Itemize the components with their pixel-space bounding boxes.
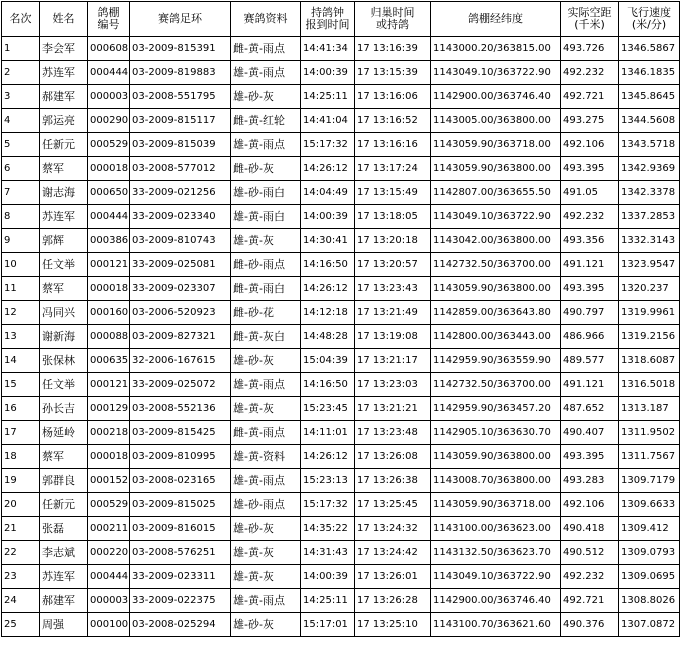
name-cell: 周强 bbox=[40, 613, 88, 637]
pigeon-info-cell: 雌-黄-灰白 bbox=[231, 325, 301, 349]
rank-cell: 20 bbox=[2, 493, 40, 517]
clock-time-cell: 14:41:04 bbox=[301, 109, 355, 133]
name-cell: 苏连军 bbox=[40, 565, 88, 589]
table-row bbox=[2, 133, 680, 157]
results-table bbox=[1, 1, 680, 637]
ring-cell: 03-2009-815425 bbox=[130, 421, 231, 445]
distance-cell: 491.121 bbox=[561, 373, 619, 397]
coordinates-cell: 1142900.00/363746.40 bbox=[431, 85, 561, 109]
name-cell: 杨延岭 bbox=[40, 421, 88, 445]
table-row bbox=[2, 157, 680, 181]
distance-cell: 490.512 bbox=[561, 541, 619, 565]
clock-time-cell: 14:00:39 bbox=[301, 565, 355, 589]
header-name: 姓名 bbox=[40, 2, 88, 37]
distance-cell: 491.05 bbox=[561, 181, 619, 205]
distance-cell: 490.407 bbox=[561, 421, 619, 445]
distance-cell: 492.232 bbox=[561, 205, 619, 229]
name-cell: 蔡军 bbox=[40, 277, 88, 301]
distance-cell: 492.721 bbox=[561, 85, 619, 109]
rank-cell: 3 bbox=[2, 85, 40, 109]
return-time-cell: 17 13:21:21 bbox=[355, 397, 431, 421]
pigeon-info-cell: 雄-黄-雨点 bbox=[231, 469, 301, 493]
rank-cell: 5 bbox=[2, 133, 40, 157]
return-time-cell: 17 13:23:03 bbox=[355, 373, 431, 397]
speed-cell: 1311.7567 bbox=[619, 445, 680, 469]
ring-cell: 03-2008-576251 bbox=[130, 541, 231, 565]
table-row bbox=[2, 277, 680, 301]
loft-id-cell: 000386 bbox=[88, 229, 130, 253]
pigeon-info-cell: 雌-黄-红轮 bbox=[231, 109, 301, 133]
speed-cell: 1309.0793 bbox=[619, 541, 680, 565]
loft-id-cell: 000003 bbox=[88, 589, 130, 613]
table-row bbox=[2, 205, 680, 229]
table-row bbox=[2, 565, 680, 589]
table-row bbox=[2, 253, 680, 277]
clock-time-cell: 14:26:12 bbox=[301, 445, 355, 469]
return-time-cell: 17 13:15:39 bbox=[355, 61, 431, 85]
pigeon-info-cell: 雄-黄-灰 bbox=[231, 229, 301, 253]
pigeon-info-cell: 雄-黄-雨点 bbox=[231, 589, 301, 613]
ring-cell: 33-2009-025072 bbox=[130, 373, 231, 397]
loft-id-cell: 000121 bbox=[88, 253, 130, 277]
name-cell: 张保林 bbox=[40, 349, 88, 373]
rank-cell: 21 bbox=[2, 517, 40, 541]
distance-cell: 492.232 bbox=[561, 565, 619, 589]
coordinates-cell: 1142959.90/363457.20 bbox=[431, 397, 561, 421]
return-time-cell: 17 13:24:42 bbox=[355, 541, 431, 565]
pigeon-info-cell: 雌-黄-雨点 bbox=[231, 37, 301, 61]
ring-cell: 03-2009-810743 bbox=[130, 229, 231, 253]
return-time-cell: 17 13:20:18 bbox=[355, 229, 431, 253]
clock-time-cell: 14:41:34 bbox=[301, 37, 355, 61]
ring-cell: 33-2009-023340 bbox=[130, 205, 231, 229]
coordinates-cell: 1143000.20/363815.00 bbox=[431, 37, 561, 61]
name-cell: 蔡军 bbox=[40, 445, 88, 469]
speed-cell: 1342.9369 bbox=[619, 157, 680, 181]
return-time-cell: 17 13:25:10 bbox=[355, 613, 431, 637]
rank-cell: 7 bbox=[2, 181, 40, 205]
loft-id-cell: 000003 bbox=[88, 85, 130, 109]
loft-id-cell: 000444 bbox=[88, 61, 130, 85]
name-cell: 冯同兴 bbox=[40, 301, 88, 325]
pigeon-info-cell: 雄-黄-资料 bbox=[231, 445, 301, 469]
speed-cell: 1316.5018 bbox=[619, 373, 680, 397]
loft-id-cell: 000529 bbox=[88, 493, 130, 517]
rank-cell: 22 bbox=[2, 541, 40, 565]
pigeon-info-cell: 雌-黄-雨点 bbox=[231, 421, 301, 445]
clock-time-cell: 15:17:32 bbox=[301, 133, 355, 157]
distance-cell: 492.106 bbox=[561, 133, 619, 157]
name-cell: 谢志海 bbox=[40, 181, 88, 205]
distance-cell: 493.283 bbox=[561, 469, 619, 493]
rank-cell: 25 bbox=[2, 613, 40, 637]
table-row bbox=[2, 397, 680, 421]
return-time-cell: 17 13:19:08 bbox=[355, 325, 431, 349]
ring-cell: 03-2008-023165 bbox=[130, 469, 231, 493]
name-cell: 郭运亮 bbox=[40, 109, 88, 133]
table-header bbox=[2, 2, 680, 37]
coordinates-cell: 1142732.50/363700.00 bbox=[431, 253, 561, 277]
rank-cell: 15 bbox=[2, 373, 40, 397]
coordinates-cell: 1142859.00/363643.80 bbox=[431, 301, 561, 325]
loft-id-cell: 000018 bbox=[88, 157, 130, 181]
table-row bbox=[2, 493, 680, 517]
ring-cell: 03-2008-025294 bbox=[130, 613, 231, 637]
coordinates-cell: 1142959.90/363559.90 bbox=[431, 349, 561, 373]
clock-time-cell: 14:12:18 bbox=[301, 301, 355, 325]
return-time-cell: 17 13:23:43 bbox=[355, 277, 431, 301]
speed-cell: 1309.6633 bbox=[619, 493, 680, 517]
pigeon-info-cell: 雌-砂-花 bbox=[231, 301, 301, 325]
name-cell: 任文举 bbox=[40, 253, 88, 277]
rank-cell: 10 bbox=[2, 253, 40, 277]
header-rank: 名次 bbox=[2, 2, 40, 37]
speed-cell: 1309.412 bbox=[619, 517, 680, 541]
pigeon-info-cell: 雄-砂-灰 bbox=[231, 349, 301, 373]
return-time-cell: 17 13:18:05 bbox=[355, 205, 431, 229]
distance-cell: 493.395 bbox=[561, 445, 619, 469]
header-coordinates: 鸽棚经纬度 bbox=[431, 2, 561, 37]
speed-cell: 1320.237 bbox=[619, 277, 680, 301]
rank-cell: 9 bbox=[2, 229, 40, 253]
pigeon-info-cell: 雄-砂-雨白 bbox=[231, 181, 301, 205]
speed-cell: 1332.3143 bbox=[619, 229, 680, 253]
clock-time-cell: 14:26:12 bbox=[301, 157, 355, 181]
rank-cell: 11 bbox=[2, 277, 40, 301]
table-row bbox=[2, 541, 680, 565]
rank-cell: 1 bbox=[2, 37, 40, 61]
speed-cell: 1344.5608 bbox=[619, 109, 680, 133]
pigeon-info-cell: 雄-砂-雨点 bbox=[231, 493, 301, 517]
table-row bbox=[2, 445, 680, 469]
coordinates-cell: 1143042.00/363800.00 bbox=[431, 229, 561, 253]
loft-id-cell: 000211 bbox=[88, 517, 130, 541]
distance-cell: 493.395 bbox=[561, 157, 619, 181]
coordinates-cell: 1143059.90/363718.00 bbox=[431, 133, 561, 157]
speed-cell: 1346.5867 bbox=[619, 37, 680, 61]
coordinates-cell: 1142800.00/363443.00 bbox=[431, 325, 561, 349]
return-time-cell: 17 13:16:39 bbox=[355, 37, 431, 61]
header-return-time: 归巢时间 或持鸽 bbox=[355, 2, 431, 37]
clock-time-cell: 15:23:45 bbox=[301, 397, 355, 421]
name-cell: 谢新海 bbox=[40, 325, 88, 349]
distance-cell: 490.797 bbox=[561, 301, 619, 325]
name-cell: 郝建军 bbox=[40, 85, 88, 109]
coordinates-cell: 1143059.90/363800.00 bbox=[431, 277, 561, 301]
loft-id-cell: 000290 bbox=[88, 109, 130, 133]
coordinates-cell: 1143132.50/363623.70 bbox=[431, 541, 561, 565]
distance-cell: 492.106 bbox=[561, 493, 619, 517]
distance-cell: 490.418 bbox=[561, 517, 619, 541]
table-row bbox=[2, 469, 680, 493]
return-time-cell: 17 13:21:49 bbox=[355, 301, 431, 325]
clock-time-cell: 14:30:41 bbox=[301, 229, 355, 253]
return-time-cell: 17 13:26:38 bbox=[355, 469, 431, 493]
rank-cell: 4 bbox=[2, 109, 40, 133]
speed-cell: 1337.2853 bbox=[619, 205, 680, 229]
pigeon-info-cell: 雌-黄-雨白 bbox=[231, 277, 301, 301]
coordinates-cell: 1142732.50/363700.00 bbox=[431, 373, 561, 397]
clock-time-cell: 14:31:43 bbox=[301, 541, 355, 565]
pigeon-info-cell: 雌-砂-雨点 bbox=[231, 253, 301, 277]
table-row bbox=[2, 181, 680, 205]
rank-cell: 16 bbox=[2, 397, 40, 421]
coordinates-cell: 1143049.10/363722.90 bbox=[431, 205, 561, 229]
table-row bbox=[2, 589, 680, 613]
table-row bbox=[2, 37, 680, 61]
speed-cell: 1345.8645 bbox=[619, 85, 680, 109]
return-time-cell: 17 13:17:24 bbox=[355, 157, 431, 181]
header-clock-time: 持鸽钟 报到时间 bbox=[301, 2, 355, 37]
table-row bbox=[2, 229, 680, 253]
ring-cell: 03-2009-815117 bbox=[130, 109, 231, 133]
loft-id-cell: 000088 bbox=[88, 325, 130, 349]
loft-id-cell: 000608 bbox=[88, 37, 130, 61]
coordinates-cell: 1142905.10/363630.70 bbox=[431, 421, 561, 445]
name-cell: 张磊 bbox=[40, 517, 88, 541]
loft-id-cell: 000018 bbox=[88, 277, 130, 301]
return-time-cell: 17 13:26:28 bbox=[355, 589, 431, 613]
clock-time-cell: 14:26:12 bbox=[301, 277, 355, 301]
ring-cell: 32-2006-167615 bbox=[130, 349, 231, 373]
clock-time-cell: 14:25:11 bbox=[301, 589, 355, 613]
name-cell: 李会军 bbox=[40, 37, 88, 61]
rank-cell: 12 bbox=[2, 301, 40, 325]
pigeon-info-cell: 雄-砂-灰 bbox=[231, 517, 301, 541]
table-row bbox=[2, 301, 680, 325]
distance-cell: 493.395 bbox=[561, 277, 619, 301]
distance-cell: 493.275 bbox=[561, 109, 619, 133]
loft-id-cell: 000529 bbox=[88, 133, 130, 157]
speed-cell: 1313.187 bbox=[619, 397, 680, 421]
pigeon-info-cell: 雄-黄-雨点 bbox=[231, 133, 301, 157]
name-cell: 任新元 bbox=[40, 493, 88, 517]
coordinates-cell: 1143059.90/363800.00 bbox=[431, 445, 561, 469]
name-cell: 李志斌 bbox=[40, 541, 88, 565]
ring-cell: 33-2009-021256 bbox=[130, 181, 231, 205]
table-row bbox=[2, 85, 680, 109]
ring-cell: 33-2009-023307 bbox=[130, 277, 231, 301]
return-time-cell: 17 13:20:57 bbox=[355, 253, 431, 277]
distance-cell: 489.577 bbox=[561, 349, 619, 373]
loft-id-cell: 000444 bbox=[88, 205, 130, 229]
coordinates-cell: 1143059.90/363800.00 bbox=[431, 157, 561, 181]
coordinates-cell: 1143100.00/363623.00 bbox=[431, 517, 561, 541]
table-row bbox=[2, 517, 680, 541]
speed-cell: 1309.7179 bbox=[619, 469, 680, 493]
clock-time-cell: 14:25:11 bbox=[301, 85, 355, 109]
return-time-cell: 17 13:16:16 bbox=[355, 133, 431, 157]
table-row bbox=[2, 373, 680, 397]
speed-cell: 1311.9502 bbox=[619, 421, 680, 445]
rank-cell: 8 bbox=[2, 205, 40, 229]
pigeon-info-cell: 雄-黄-灰 bbox=[231, 541, 301, 565]
return-time-cell: 17 13:24:32 bbox=[355, 517, 431, 541]
pigeon-info-cell: 雄-黄-灰 bbox=[231, 565, 301, 589]
speed-cell: 1307.0872 bbox=[619, 613, 680, 637]
clock-time-cell: 14:16:50 bbox=[301, 373, 355, 397]
pigeon-info-cell: 雄-黄-雨点 bbox=[231, 373, 301, 397]
loft-id-cell: 000152 bbox=[88, 469, 130, 493]
pigeon-info-cell: 雄-砂-灰 bbox=[231, 613, 301, 637]
speed-cell: 1323.9547 bbox=[619, 253, 680, 277]
pigeon-info-cell: 雄-黄-雨白 bbox=[231, 205, 301, 229]
header-loft-id: 鸽棚 编号 bbox=[88, 2, 130, 37]
ring-cell: 03-2008-552136 bbox=[130, 397, 231, 421]
clock-time-cell: 15:17:01 bbox=[301, 613, 355, 637]
distance-cell: 492.232 bbox=[561, 61, 619, 85]
pigeon-info-cell: 雄-砂-灰 bbox=[231, 85, 301, 109]
coordinates-cell: 1143100.70/363621.60 bbox=[431, 613, 561, 637]
table-row bbox=[2, 349, 680, 373]
name-cell: 苏连军 bbox=[40, 61, 88, 85]
name-cell: 郭群良 bbox=[40, 469, 88, 493]
loft-id-cell: 000635 bbox=[88, 349, 130, 373]
rank-cell: 19 bbox=[2, 469, 40, 493]
table-row bbox=[2, 421, 680, 445]
distance-cell: 492.721 bbox=[561, 589, 619, 613]
clock-time-cell: 14:48:28 bbox=[301, 325, 355, 349]
distance-cell: 486.966 bbox=[561, 325, 619, 349]
distance-cell: 493.356 bbox=[561, 229, 619, 253]
name-cell: 蔡军 bbox=[40, 157, 88, 181]
ring-cell: 33-2009-022375 bbox=[130, 589, 231, 613]
distance-cell: 487.652 bbox=[561, 397, 619, 421]
ring-cell: 03-2006-520923 bbox=[130, 301, 231, 325]
speed-cell: 1308.8026 bbox=[619, 589, 680, 613]
table-row bbox=[2, 61, 680, 85]
clock-time-cell: 14:11:01 bbox=[301, 421, 355, 445]
rank-cell: 2 bbox=[2, 61, 40, 85]
clock-time-cell: 14:00:39 bbox=[301, 61, 355, 85]
header-speed: 飞行速度 (米/分) bbox=[619, 2, 680, 37]
loft-id-cell: 000100 bbox=[88, 613, 130, 637]
ring-cell: 33-2009-023311 bbox=[130, 565, 231, 589]
ring-cell: 03-2009-815039 bbox=[130, 133, 231, 157]
return-time-cell: 17 13:23:48 bbox=[355, 421, 431, 445]
loft-id-cell: 000220 bbox=[88, 541, 130, 565]
clock-time-cell: 15:17:32 bbox=[301, 493, 355, 517]
ring-cell: 03-2009-815025 bbox=[130, 493, 231, 517]
rank-cell: 24 bbox=[2, 589, 40, 613]
return-time-cell: 17 13:15:49 bbox=[355, 181, 431, 205]
return-time-cell: 17 13:26:01 bbox=[355, 565, 431, 589]
header-pigeon-info: 赛鸽资料 bbox=[231, 2, 301, 37]
ring-cell: 03-2009-815391 bbox=[130, 37, 231, 61]
speed-cell: 1346.1835 bbox=[619, 61, 680, 85]
clock-time-cell: 14:04:49 bbox=[301, 181, 355, 205]
clock-time-cell: 15:23:13 bbox=[301, 469, 355, 493]
coordinates-cell: 1143008.70/363800.00 bbox=[431, 469, 561, 493]
distance-cell: 493.726 bbox=[561, 37, 619, 61]
speed-cell: 1343.5718 bbox=[619, 133, 680, 157]
table-row bbox=[2, 109, 680, 133]
rank-cell: 18 bbox=[2, 445, 40, 469]
rank-cell: 13 bbox=[2, 325, 40, 349]
table-row bbox=[2, 325, 680, 349]
coordinates-cell: 1143049.10/363722.90 bbox=[431, 565, 561, 589]
rank-cell: 17 bbox=[2, 421, 40, 445]
ring-cell: 03-2009-810995 bbox=[130, 445, 231, 469]
name-cell: 孙长吉 bbox=[40, 397, 88, 421]
table-body bbox=[2, 37, 680, 637]
distance-cell: 490.376 bbox=[561, 613, 619, 637]
loft-id-cell: 000018 bbox=[88, 445, 130, 469]
name-cell: 任文举 bbox=[40, 373, 88, 397]
loft-id-cell: 000650 bbox=[88, 181, 130, 205]
rank-cell: 23 bbox=[2, 565, 40, 589]
header-ring: 赛鸽足环 bbox=[130, 2, 231, 37]
return-time-cell: 17 13:25:45 bbox=[355, 493, 431, 517]
speed-cell: 1319.2156 bbox=[619, 325, 680, 349]
return-time-cell: 17 13:16:52 bbox=[355, 109, 431, 133]
loft-id-cell: 000129 bbox=[88, 397, 130, 421]
speed-cell: 1342.3378 bbox=[619, 181, 680, 205]
table-row bbox=[2, 613, 680, 637]
ring-cell: 03-2008-577012 bbox=[130, 157, 231, 181]
speed-cell: 1319.9961 bbox=[619, 301, 680, 325]
pigeon-info-cell: 雄-黄-雨点 bbox=[231, 61, 301, 85]
clock-time-cell: 15:04:39 bbox=[301, 349, 355, 373]
ring-cell: 03-2009-827321 bbox=[130, 325, 231, 349]
rank-cell: 6 bbox=[2, 157, 40, 181]
speed-cell: 1309.0695 bbox=[619, 565, 680, 589]
return-time-cell: 17 13:26:08 bbox=[355, 445, 431, 469]
name-cell: 任新元 bbox=[40, 133, 88, 157]
loft-id-cell: 000121 bbox=[88, 373, 130, 397]
coordinates-cell: 1143005.00/363800.00 bbox=[431, 109, 561, 133]
speed-cell: 1318.6087 bbox=[619, 349, 680, 373]
coordinates-cell: 1143059.90/363718.00 bbox=[431, 493, 561, 517]
clock-time-cell: 14:00:39 bbox=[301, 205, 355, 229]
coordinates-cell: 1142807.00/363655.50 bbox=[431, 181, 561, 205]
rank-cell: 14 bbox=[2, 349, 40, 373]
name-cell: 苏连军 bbox=[40, 205, 88, 229]
clock-time-cell: 14:16:50 bbox=[301, 253, 355, 277]
header-distance: 实际空距 (千米) bbox=[561, 2, 619, 37]
coordinates-cell: 1142900.00/363746.40 bbox=[431, 589, 561, 613]
ring-cell: 03-2008-551795 bbox=[130, 85, 231, 109]
loft-id-cell: 000160 bbox=[88, 301, 130, 325]
return-time-cell: 17 13:16:06 bbox=[355, 85, 431, 109]
pigeon-info-cell: 雄-黄-灰 bbox=[231, 397, 301, 421]
coordinates-cell: 1143049.10/363722.90 bbox=[431, 61, 561, 85]
ring-cell: 33-2009-025081 bbox=[130, 253, 231, 277]
return-time-cell: 17 13:21:17 bbox=[355, 349, 431, 373]
loft-id-cell: 000444 bbox=[88, 565, 130, 589]
loft-id-cell: 000218 bbox=[88, 421, 130, 445]
ring-cell: 03-2009-816015 bbox=[130, 517, 231, 541]
name-cell: 郝建军 bbox=[40, 589, 88, 613]
ring-cell: 03-2009-819883 bbox=[130, 61, 231, 85]
name-cell: 郭辉 bbox=[40, 229, 88, 253]
pigeon-info-cell: 雌-砂-灰 bbox=[231, 157, 301, 181]
clock-time-cell: 14:35:22 bbox=[301, 517, 355, 541]
distance-cell: 491.121 bbox=[561, 253, 619, 277]
header-row bbox=[2, 2, 680, 37]
